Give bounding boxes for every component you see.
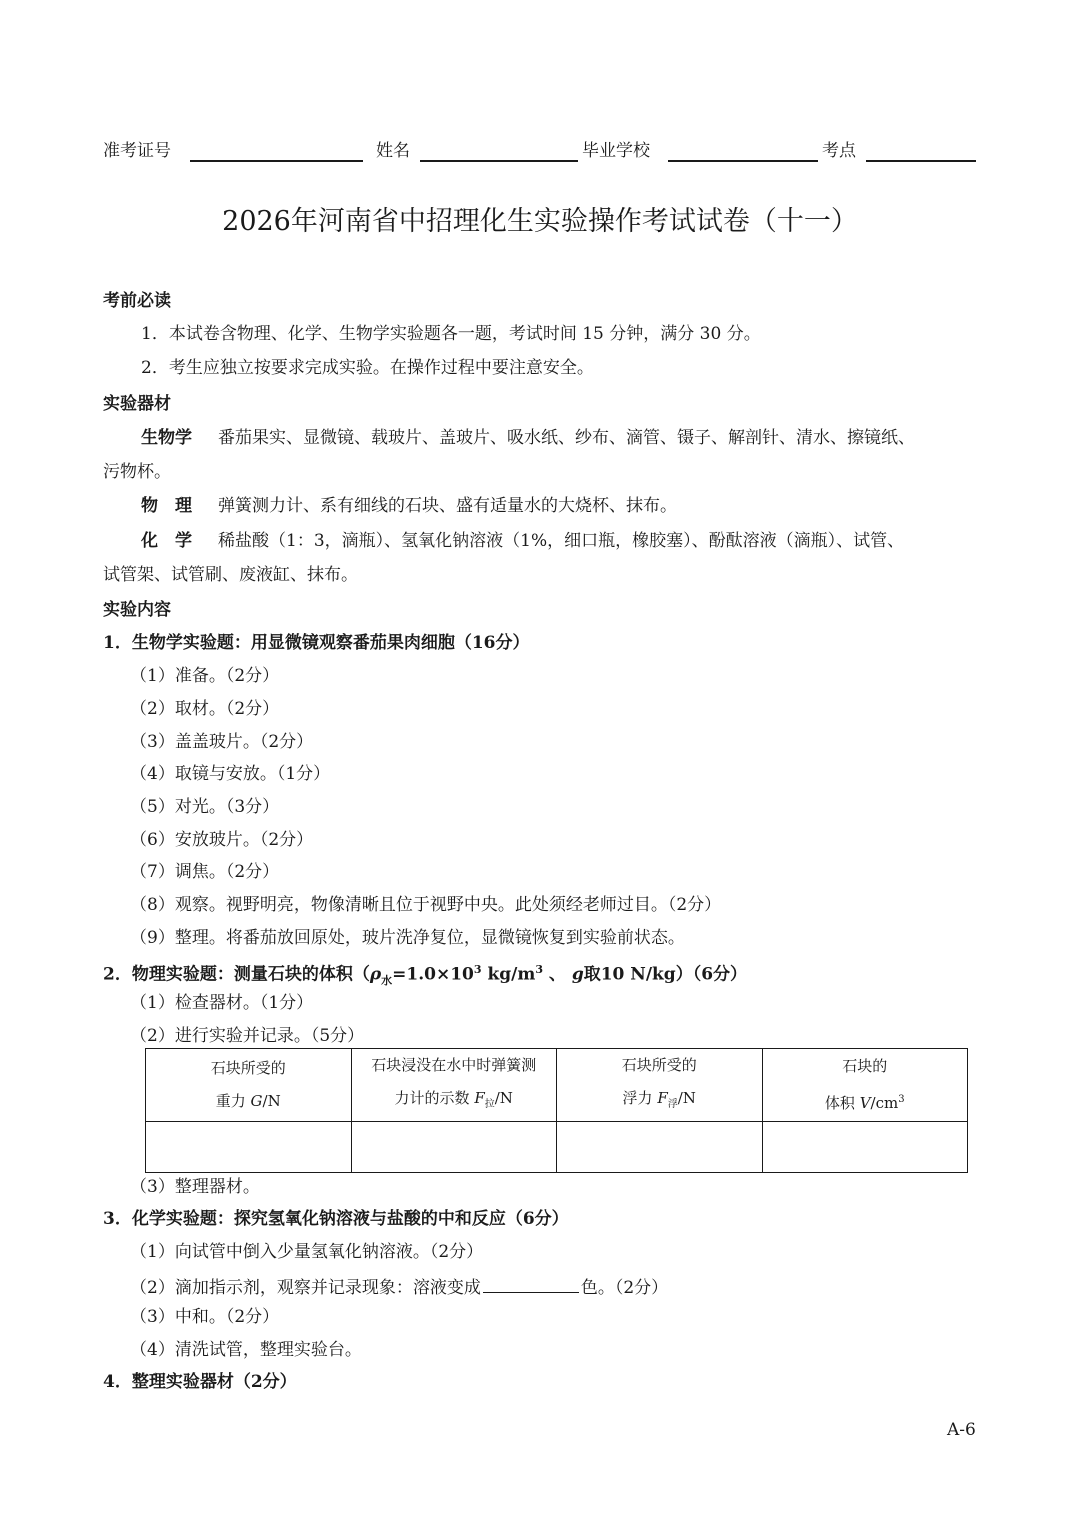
site-blank[interactable] (866, 160, 976, 162)
volume-input-cell[interactable] (762, 1122, 968, 1173)
biology-materials: 番茄果实、显微镜、载玻片、盖玻片、吸水纸、纱布、滴管、镊子、解剖针、清水、擦镜纸、 (218, 428, 915, 448)
school-blank[interactable] (668, 160, 818, 162)
col3-line1: 石块所受的 (621, 1056, 697, 1074)
color-answer-blank[interactable] (483, 1274, 579, 1293)
q3-step-2-prefix: （2）滴加指示剂，观察并记录现象：溶液变成 (130, 1278, 481, 1298)
q3-step-3: （3）中和。（2分） (130, 1307, 280, 1327)
g-symbol: g (571, 964, 584, 985)
col1-unit: /N (262, 1092, 281, 1110)
col1-line1: 石块所受的 (210, 1059, 286, 1077)
q3-step-4: （4）清洗试管，整理实验台。 (130, 1340, 362, 1360)
chemistry-materials-cont: 试管架、试管刷、废液缸、抹布。 (103, 565, 358, 585)
page-number: A-6 (947, 1420, 976, 1440)
col3-prefix: 浮力 (622, 1089, 658, 1107)
biology-label: 生物学 (141, 428, 192, 448)
q3-step-2 (130, 1274, 668, 1298)
rho-subscript: 水 (381, 974, 393, 988)
q2-step: （2）进行实验并记录。（5分） (130, 1026, 365, 1046)
q1-step: （8）观察。视野明亮，物像清晰且位于视野中央。此处须经老师过目。（2分） (130, 895, 722, 915)
table-header-row (146, 1049, 968, 1122)
q1-step: （6）安放玻片。（2分） (130, 830, 314, 850)
school-label: 毕业学校 (582, 141, 650, 161)
col3-subscript: 浮 (667, 1099, 678, 1110)
chemistry-materials: 稀盐酸（1：3，滴瓶）、氢氧化钠溶液（1%，细口瓶，橡胶塞）、酚酞溶液（滴瓶）、试管、 (218, 531, 905, 551)
biology-materials-cont: 污物杯。 (103, 462, 171, 482)
physics-materials: 弹簧测力计、系有细线的石块、盛有适量水的大烧杯、抹布。 (218, 496, 677, 516)
q3-title: 3．化学实验题：探究氢氧化钠溶液与盐酸的中和反应（6分） (103, 1209, 569, 1229)
q2-step: （1）检查器材。（1分） (130, 993, 314, 1013)
page-title: 2026年河南省中招理化生实验操作考试试卷（十一） (222, 206, 858, 237)
content-heading: 实验内容 (103, 600, 171, 620)
rho-value: =1.0×10 (392, 964, 474, 985)
exam-id-label: 准考证号 (103, 141, 171, 161)
col4-line1: 石块的 (842, 1057, 888, 1075)
q2-separator: 、 (542, 964, 572, 985)
notice-item-2: 2．考生应独立按要求完成实验。在操作过程中要注意安全。 (141, 358, 594, 378)
col3-symbol: F (657, 1089, 668, 1107)
col4-unit: /cm (870, 1094, 899, 1112)
rho-exponent: 3 (473, 963, 482, 976)
notice-heading: 考前必读 (103, 291, 171, 311)
col4-exponent: 3 (898, 1094, 905, 1105)
notice-item-1: 1．本试卷含物理、化学、生物学实验题各一题，考试时间 15 分钟，满分 30 分。 (141, 324, 761, 344)
q1-step: （2）取材。（2分） (130, 699, 280, 719)
col2-subscript: 拉 (484, 1099, 495, 1110)
q1-step: （4）取镜与安放。（1分） (130, 764, 331, 784)
col1-line2 (146, 1085, 351, 1118)
col1-symbol: G (250, 1092, 263, 1110)
col2-prefix: 力计的示数 (394, 1089, 475, 1107)
col3-line2 (557, 1082, 762, 1121)
table-header-cell (146, 1049, 352, 1122)
rho-unit: kg/m (481, 964, 536, 985)
table-header-cell (557, 1049, 763, 1122)
q1-step: （9）整理。将番茄放回原处，玻片洗净复位，显微镜恢复到实验前状态。 (130, 928, 685, 948)
table-header-cell (762, 1049, 968, 1122)
q3-step-1: （1）向试管中倒入少量氢氧化钠溶液。（2分） (130, 1242, 484, 1262)
q2-title-prefix: 2．物理实验题：测量石块的体积（ (103, 964, 370, 985)
q1-title: 1．生物学实验题：用显微镜观察番茄果肉细胞（16分） (103, 633, 530, 653)
col3-unit: /N (677, 1089, 696, 1107)
spring-reading-input-cell[interactable] (351, 1122, 557, 1173)
col4-prefix: 体积 (824, 1094, 860, 1112)
q1-step: （1）准备。（2分） (130, 666, 280, 686)
col4-line2 (763, 1083, 968, 1120)
q3-step-2-suffix: 色。（2分） (580, 1278, 669, 1298)
col2-line1: 石块浸没在水中时弹簧测 (371, 1056, 537, 1074)
q1-step: （7）调焦。（2分） (130, 862, 280, 882)
q1-step: （5）对光。（3分） (130, 797, 280, 817)
q2-title (103, 960, 747, 991)
q2-step-3: （3）整理器材。 (130, 1177, 260, 1197)
col4-symbol: V (859, 1094, 871, 1112)
record-table (145, 1048, 968, 1173)
rho-symbol: ρ (369, 964, 382, 985)
q1-step: （3）盖盖玻片。（2分） (130, 732, 314, 752)
gravity-input-cell[interactable] (146, 1122, 352, 1173)
col2-unit: /N (494, 1089, 513, 1107)
col2-line2 (352, 1082, 557, 1121)
rho-unit-exponent: 3 (535, 963, 543, 976)
buoyancy-input-cell[interactable] (557, 1122, 763, 1173)
name-label: 姓名 (376, 141, 410, 161)
table-row (146, 1122, 968, 1173)
col2-symbol: F (474, 1089, 485, 1107)
table-header-cell (351, 1049, 557, 1122)
chemistry-label: 化 学 (141, 531, 192, 551)
site-label: 考点 (822, 141, 856, 161)
q4-title: 4．整理实验器材（2分） (103, 1372, 297, 1392)
materials-heading: 实验器材 (103, 394, 171, 414)
exam-id-blank[interactable] (190, 160, 363, 162)
col1-prefix: 重力 (215, 1092, 251, 1110)
physics-label: 物 理 (141, 496, 192, 516)
g-text: 取10 N/kg）（6分） (583, 964, 748, 985)
name-blank[interactable] (420, 160, 578, 162)
